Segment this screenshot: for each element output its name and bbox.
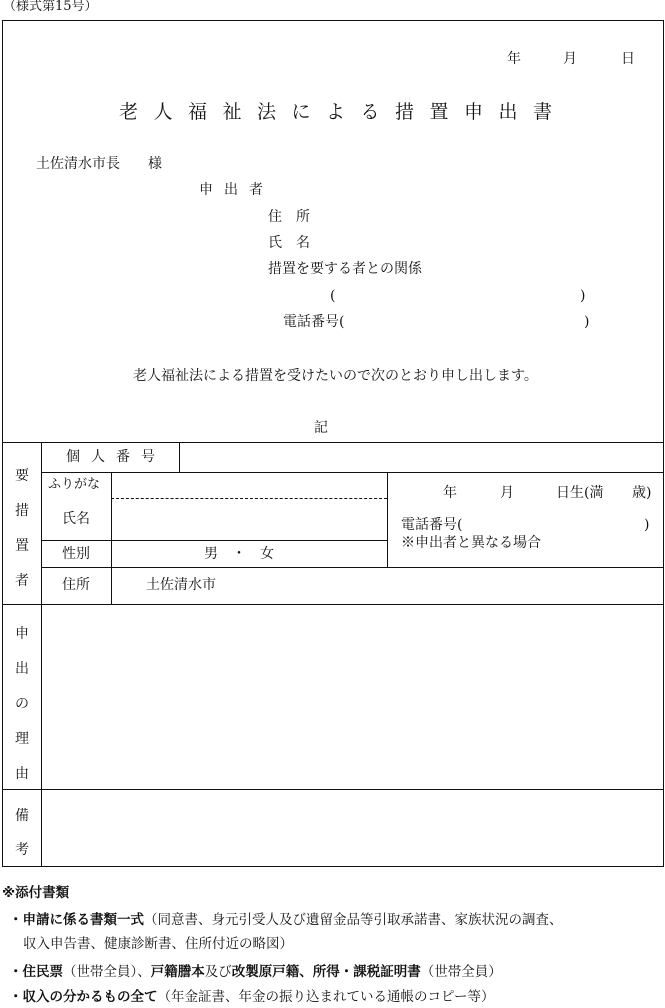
date-day-label: 日 xyxy=(621,51,635,67)
remarks-label-char: 備 xyxy=(15,808,29,824)
reason-label-char: 由 xyxy=(15,766,29,782)
applicant-address-label[interactable]: 住 所 xyxy=(268,209,310,225)
row-line-reason xyxy=(2,789,664,790)
attachment-item-1-line2: 収入申告書、健康診断書、住所付近の略図） xyxy=(23,936,293,952)
statement-text: 老人福祉法による措置を受けたいので次のとおり申し出します。 xyxy=(133,368,538,384)
relation-open-paren: ( xyxy=(330,288,336,304)
reason-input-area[interactable] xyxy=(43,606,663,788)
relation-label: 措置を要する者との関係 xyxy=(268,261,422,277)
table-top-line xyxy=(2,442,664,443)
attachment-item-2-part: （世帯全員） xyxy=(420,964,502,980)
subject-label-char: 者 xyxy=(15,573,29,589)
attachment-item-3-title: ・収入の分かるもの全て xyxy=(9,989,158,1005)
subject-address-value: 土佐清水市 xyxy=(146,577,216,593)
subject-name-label: 氏名 xyxy=(62,511,90,527)
birth-day-label: 日生(満 xyxy=(556,485,604,501)
applicant-heading: 申出者 xyxy=(199,182,274,198)
furigana-label: ふりがな xyxy=(48,477,101,492)
attachment-item-3-detail: （年金証書、年金の振り込まれている通帳のコピー等） xyxy=(157,989,495,1005)
gender-options[interactable]: 男 ・ 女 xyxy=(204,546,274,562)
attachment-item-1-title: ・申請に係る書類一式 xyxy=(9,912,144,928)
subject-label-char: 措 xyxy=(15,503,29,519)
subject-phone-close: ) xyxy=(644,517,650,533)
attachment-item-2 xyxy=(9,966,502,980)
reason-label-char: の xyxy=(15,696,29,712)
subject-label-char: 置 xyxy=(15,538,29,554)
applicant-name-label[interactable]: 氏 名 xyxy=(268,235,310,251)
birth-year-label: 年 xyxy=(443,485,457,501)
gender-label: 性別 xyxy=(62,546,90,562)
form-number: （様式第15号） xyxy=(3,0,98,14)
my-number-label: 個人番号 xyxy=(66,449,166,465)
subject-section-label xyxy=(2,465,42,590)
row-line-gender xyxy=(41,567,664,568)
attachment-item-2-part: 戸籍謄本 xyxy=(150,964,205,980)
phone-note: ※申出者と異なる場合 xyxy=(401,535,541,551)
row-line-address xyxy=(2,604,664,605)
furigana-dashed-line xyxy=(111,498,387,499)
applicant-phone-label: 電話番号( xyxy=(283,314,345,330)
remarks-label-char: 考 xyxy=(15,842,29,858)
applicant-phone-close[interactable]: ) xyxy=(584,314,590,330)
birth-column-line xyxy=(387,472,388,567)
attachment-item-2-part: 改製原戸籍、所得・課税証明書 xyxy=(231,964,421,980)
attachment-item-2-part: 及び xyxy=(204,964,232,980)
reason-label-char: 出 xyxy=(15,661,29,677)
attachments-heading: ※添付書類 xyxy=(2,885,70,901)
birth-month-label: 月 xyxy=(500,485,514,501)
addressee: 土佐清水市長 様 xyxy=(36,156,162,172)
field-label-column-line xyxy=(111,472,112,604)
attachment-item-2-part: （世帯全員）、 xyxy=(63,964,151,980)
form-title: 老人福祉法による措置申出書 xyxy=(119,101,568,123)
subject-phone-label: 電話番号( xyxy=(401,517,463,533)
age-label: 歳) xyxy=(632,485,652,501)
date-year-label: 年 xyxy=(507,51,521,67)
remarks-section-label xyxy=(2,805,42,859)
subject-label-char: 要 xyxy=(15,468,29,484)
attachment-item-1-detail: （同意書、身元引受人及び遺留金品等引取承諾書、家族状況の調査、 xyxy=(144,912,563,928)
reason-label-char: 申 xyxy=(15,626,29,642)
relation-close-paren[interactable]: ) xyxy=(580,288,586,304)
attachment-item-2-part: ・住民票 xyxy=(9,964,63,980)
ki-mark: 記 xyxy=(314,420,328,436)
row-line-name xyxy=(41,540,387,541)
subject-address-label: 住所 xyxy=(62,577,90,593)
reason-section-label xyxy=(2,623,42,783)
date-month-label: 月 xyxy=(563,51,577,67)
mynumber-divider xyxy=(179,442,180,472)
row-line-mynumber xyxy=(41,472,664,473)
attachment-item-1 xyxy=(9,914,563,928)
remarks-input-area[interactable] xyxy=(43,791,663,866)
attachment-item-3 xyxy=(9,991,494,1005)
reason-label-char: 理 xyxy=(15,731,29,747)
